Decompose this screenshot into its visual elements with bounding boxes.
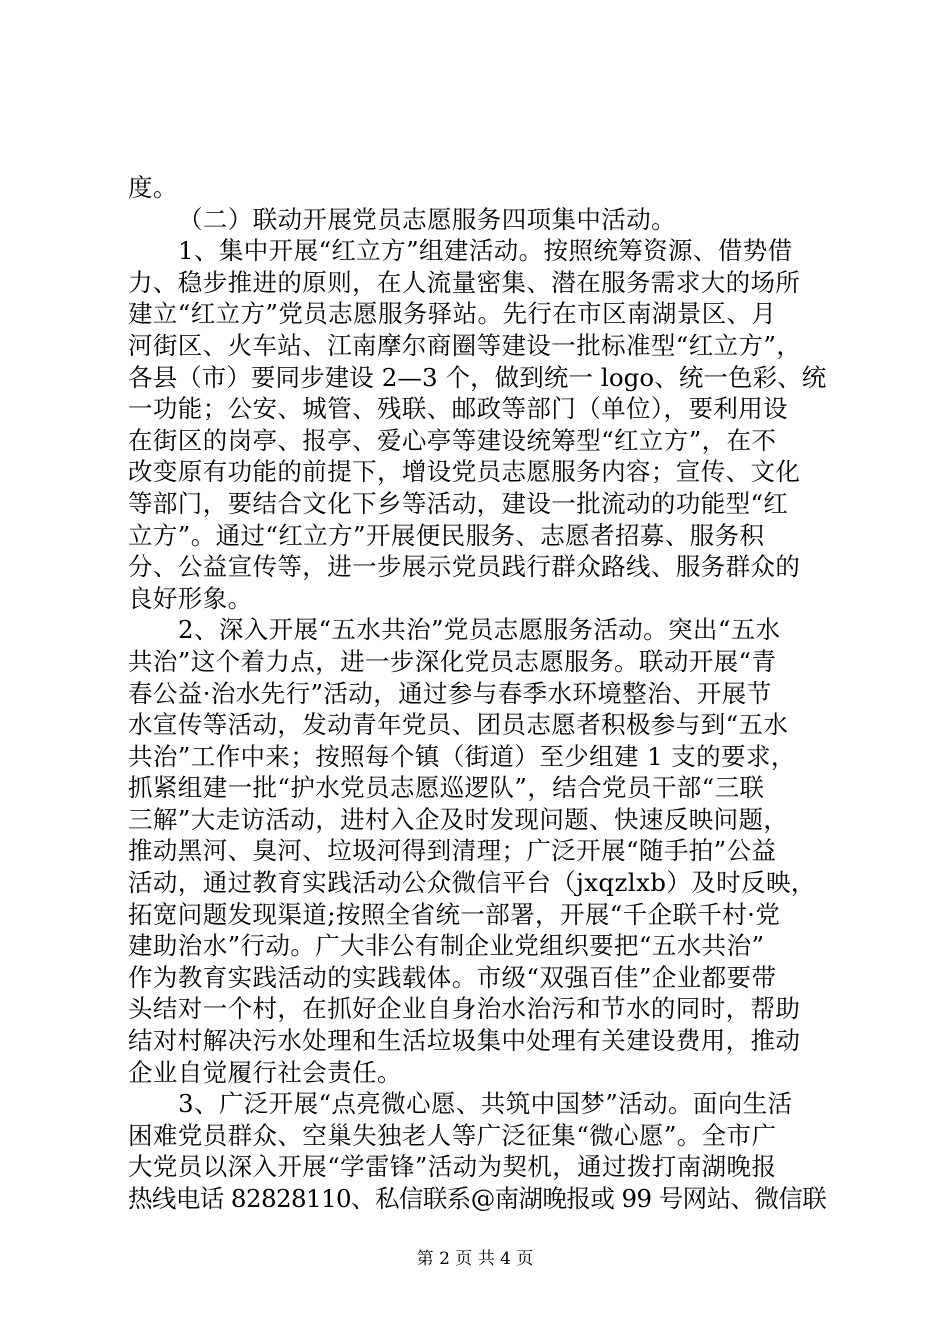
text-line: 推动黑河、臭河、垃圾河得到清理；广泛开展“随手拍”公益: [128, 836, 777, 866]
text-line: 春公益·治水先行”活动，通过参与春季水环境整治、开展节: [128, 678, 772, 708]
text-line: 度。: [128, 173, 178, 202]
text-line: 大党员以深入开展“学雷锋”活动为契机，通过拨打南湖晚报: [128, 1152, 777, 1182]
text-line: 等部门，要结合文化下乡等活动，建设一批流动的功能型“红: [128, 488, 789, 518]
text-line: 热线电话 82828110、私信联系@南湖晚报或 99 号网站、微信联: [128, 1184, 827, 1213]
text-line: 力、稳步推进的原则，在人流量密集、潜在服务需求大的场所: [128, 267, 801, 297]
text-line: 河街区、火车站、江南摩尔商圈等建设一批标准型“红立方”，: [128, 330, 802, 360]
text-line: 一功能；公安、城管、残联、邮政等部门（单位），要利用设: [128, 394, 789, 424]
paragraph-2-start: 2、深入开展“五水共治”党员志愿服务活动。突出“五水: [178, 615, 781, 645]
text-line: 活动，通过教育实践活动公众微信平台（jxqzlxb）及时反映，: [128, 868, 816, 898]
paragraph-1-start: 1、集中开展“红立方”组建活动。按照统筹资源、借势借: [178, 236, 793, 266]
text-line: 良好形象。: [128, 583, 253, 613]
section-heading: （二）联动开展党员志愿服务四项集中活动。: [178, 204, 676, 234]
text-line: 头结对一个村，在抓好企业自身治水治污和节水的同时，帮助: [128, 994, 801, 1024]
text-line: 立方”。通过“红立方”开展便民服务、志愿者招募、服务积: [128, 520, 765, 550]
text-line: 各县（市）要同步建设 2—3 个，做到统一 logo、统一色彩、统: [128, 362, 827, 392]
paragraph-3-start: 3、广泛开展“点亮微心愿、共筑中国梦”活动。面向生活: [178, 1089, 793, 1119]
text-line: 共治”工作中来；按照每个镇（街道）至少组建 1 支的要求，: [128, 741, 796, 771]
page-number-footer: 第 2 页 共 4 页: [416, 1249, 534, 1269]
text-line: 在街区的岗亭、报亭、爱心亭等建设统筹型“红立方”，在不: [128, 425, 777, 455]
text-line: 水宣传等活动，发动青年党员、团员志愿者积极参与到“五水: [128, 710, 789, 740]
text-line: 建立“红立方”党员志愿服务驿站。先行在市区南湖景区、月: [128, 299, 777, 329]
text-line: 结对村解决污水处理和生活垃圾集中处理有关建设费用，推动: [128, 1026, 801, 1056]
text-line: 困难党员群众、空巢失独老人等广泛征集“微心愿”。全市广: [128, 1120, 777, 1150]
text-line: 共治”这个着力点，进一步深化党员志愿服务。联动开展“青: [128, 646, 777, 676]
text-line: 作为教育实践活动的实践载体。市级“双强百佳”企业都要带: [128, 962, 777, 992]
text-line: 分、公益宣传等，进一步展示党员践行群众路线、服务群众的: [128, 552, 801, 582]
text-line: 建助治水”行动。广大非公有制企业党组织要把“五水共治”: [128, 931, 765, 961]
document-body: [128, 172, 828, 1215]
text-line: 三解”大走访活动，进村入企及时发现问题、快速反映问题，: [128, 804, 789, 834]
text-line: 企业自觉履行社会责任。: [128, 1057, 402, 1087]
text-line: 改变原有功能的前提下，增设党员志愿服务内容；宣传、文化: [128, 457, 801, 487]
text-line: 抓紧组建一批“护水党员志愿巡逻队”，结合党员干部“三联: [128, 773, 765, 803]
text-line: 拓宽问题发现渠道;按照全省统一部署，开展“千企联千村·党: [128, 899, 781, 929]
